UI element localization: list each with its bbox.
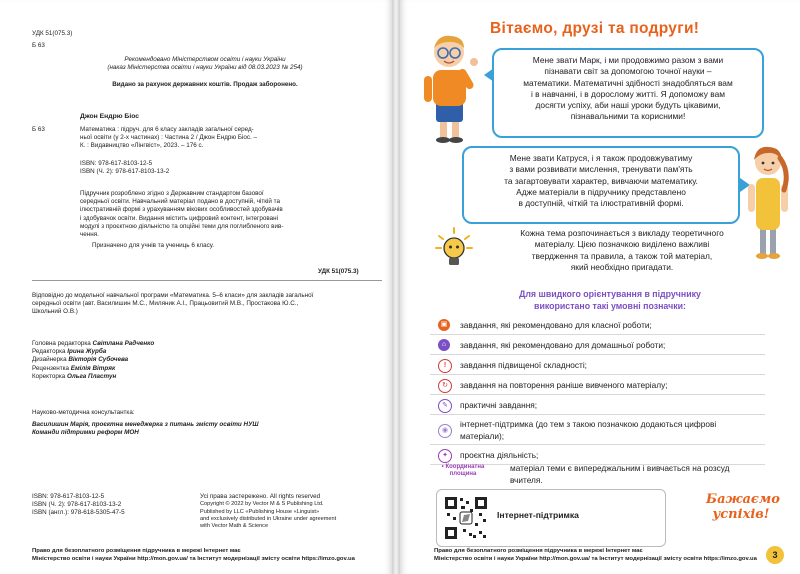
rights: Усі права застережено. All rights reserved Copyright © 2022 by Vector M & S Publishing Ltd. Published by LLC «Publishing House «Linguist» and exclusively distributed in Ukraine under agreement with Vector Math & Science bbox=[200, 493, 337, 530]
mark-speech-bubble: Мене звати Марк, і ми продовжимо разом з вами пізнавати світ за допомогою точної науки – математики. Математичні здібності знадобляться вам і в навчанні, і в дорослому житті. Я допоможу вам досягти успіху, аби наші уроки будуть цікавими, пізнавальними та корисними! bbox=[492, 48, 764, 138]
legend-heading: Для швидкого орієнтування в підручнику використано такі умовні позначки: bbox=[519, 289, 701, 311]
staff-list bbox=[32, 340, 154, 381]
catalog-code: Б 63 bbox=[32, 126, 45, 133]
recommendation: Рекомендовано Міністерством освіти і науки України (наказ Міністерства освіти і науки України від 08.03.2023 № 254) bbox=[107, 56, 303, 72]
legend-row: ✦ проєктна діяльність; bbox=[430, 446, 765, 465]
staff-row: Рецензентка Емілія Вітряк bbox=[32, 364, 116, 372]
divider bbox=[32, 280, 382, 281]
internet-icon: ◉ bbox=[438, 424, 452, 438]
legend-row: ✎ практичні завдання; bbox=[430, 396, 765, 415]
advanced-topic-badge: • Координатна площина bbox=[441, 464, 485, 477]
catalog-entry: Математика : підруч. для 6 класу закладів загальної серед- ньої освіти (у 2-х частинах) : Частина 2 / Джон Ендрю Біос. – К. : Видавництво «Лінгвіст», 2023. – 176 с. bbox=[80, 126, 258, 150]
katrusia-speech-bubble: Мене звати Катруся, і я також продовжуватиму з вами розвивати мислення, тренувати пам'ять та загартовувати характер, вивчаючи математику. Адже матеріали в підручнику представлено в доступній, чіткій та ілюстративній формі. bbox=[462, 146, 740, 224]
abstract: Підручник розроблено згідно з Державним стандартом базової середньої освіти. Навчальний матеріал подано в доступній, чіткій та ілюстративній формі з урахуванням вікових особливостей здобувачів і здобувачок освіти. Видання містить цифровий контент, інтегровані модулі з проєктною діяльністю та опційні теми для поглибленого вив- чення. bbox=[80, 190, 284, 239]
staff-row: Головна редакторка Світлана Радченко bbox=[32, 340, 155, 347]
boy-mark-illustration bbox=[418, 32, 482, 144]
author: Джон Ендрю Біос bbox=[80, 113, 140, 120]
staff-row: Дизайнерка Вікторія Субочева bbox=[32, 356, 129, 364]
legend-row: ↻ завдання на повторення раніше вивченого матеріалу; bbox=[430, 376, 765, 395]
udk-bottom: УДК 51(075.3) bbox=[318, 268, 359, 275]
warning-icon: ! bbox=[438, 359, 452, 373]
advanced-topic-note: матеріал теми є випереджальним і вивчається на розсуд вчителя. bbox=[510, 463, 730, 485]
internet-support-box bbox=[436, 489, 666, 547]
audience: Призначено для учнів та учениць 6 класу. bbox=[92, 242, 214, 249]
left-page bbox=[0, 0, 392, 574]
homework-icon: ⌂ bbox=[438, 339, 450, 351]
isbn-bottom: ISBN: 978-617-8103-12-5 ISBN (Ч. 2): 978-617-8103-13-2 ISBN (англ.): 978-618-5305-47-5 bbox=[32, 493, 125, 517]
staff-row: Редакторка Ірина Журба bbox=[32, 348, 107, 356]
legend-row: ! завдання підвищеної складності; bbox=[430, 356, 765, 375]
book-gutter bbox=[392, 0, 400, 574]
b63-top: Б 63 bbox=[32, 42, 45, 49]
page-title: Вітаємо, друзі та подруги! bbox=[490, 20, 700, 37]
udk-top: УДК 51(075.3) bbox=[32, 30, 73, 37]
legend-row: ⌂ завдання, які рекомендовано для домашньої роботи; bbox=[430, 336, 765, 355]
repeat-icon: ↻ bbox=[438, 379, 452, 393]
practice-icon: ✎ bbox=[438, 399, 452, 413]
staff-row: Коректорка Ольга Пластун bbox=[32, 372, 117, 380]
qr-code-icon[interactable] bbox=[443, 495, 489, 541]
class-work-icon: ▣ bbox=[438, 319, 450, 331]
qr-label: Інтернет-підтримка bbox=[497, 510, 579, 520]
project-icon: ✦ bbox=[438, 449, 452, 463]
legend-row: ◉ інтернет-підтримка (до тем з такою позначкою додаються цифрові матеріали); bbox=[430, 416, 765, 445]
right-footer: Право для безоплатного розміщення підручника в мережі Інтернет має Міністерство освіти і науки України http://mon.gov.ua/ та Інститут модернізації змісту освіти https://imzo.gov.ua bbox=[434, 548, 757, 562]
right-page bbox=[400, 0, 800, 574]
lightbulb-icon bbox=[434, 226, 474, 270]
consultant: Василишин Марія, проєктна менеджерка з питань змісту освіти НУШ Команди підтримки реформ МОН bbox=[32, 421, 259, 437]
consultant-head: Науково-методична консультантка: bbox=[32, 409, 135, 416]
theory-note: Кожна тема розпочинається з викладу теоретичного матеріалу. Цією позначкою виділено важливі твердження та правила, а також той матеріал, який необхідно пригадати. bbox=[520, 228, 724, 272]
isbn-block: ISBN: 978-617-8103-12-5 ISBN (Ч. 2): 978-617-8103-13-2 bbox=[80, 160, 170, 176]
state-funds-note: Видано за рахунок державних коштів. Продаж заборонено. bbox=[112, 81, 298, 88]
page-number: 3 bbox=[766, 546, 784, 564]
program-note: Відповідно до модельної навчальної програми «Математика. 5–6 класи» для закладів загальної середньої освіти (авт. Василишин М.С., Миляник А.І., Працьовитий М.В., Простакова Ю.С., Школьний О.В.) bbox=[32, 292, 314, 316]
good-luck-wish: Бажаємо успіхів! bbox=[706, 492, 780, 522]
legend-row: ▣ завдання, які рекомендовано для класної роботи; bbox=[430, 316, 765, 335]
left-footer: Право для безоплатного розміщення підручника в мережі Інтернет має Міністерство освіти і науки України http://mon.gov.ua/ та Інститут модернізації змісту освіти https://imzo.gov.ua bbox=[32, 548, 355, 562]
